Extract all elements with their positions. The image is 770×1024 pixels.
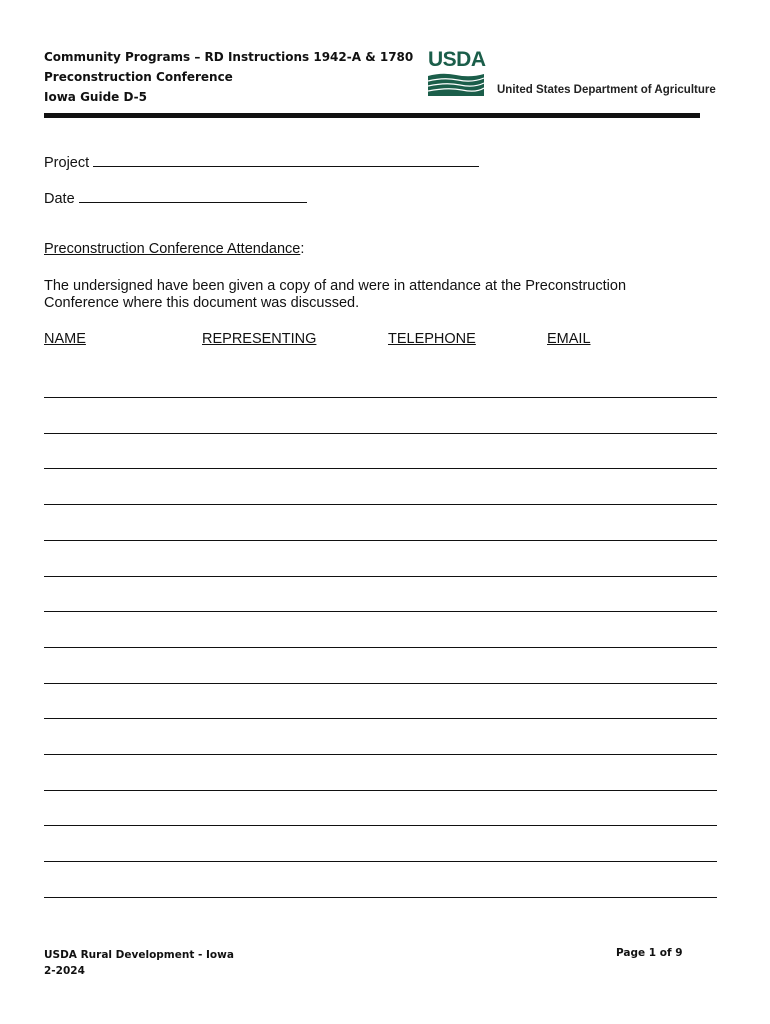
date-label: Date bbox=[44, 191, 75, 207]
usda-logo-waves-icon bbox=[428, 72, 484, 96]
header-subtitle: Preconstruction Conference bbox=[44, 70, 233, 84]
signature-row-line[interactable] bbox=[44, 397, 717, 398]
signature-row-line[interactable] bbox=[44, 433, 717, 434]
signature-row-line[interactable] bbox=[44, 683, 717, 684]
attendance-title-colon: : bbox=[300, 241, 305, 257]
signature-row-line[interactable] bbox=[44, 861, 717, 862]
footer-left bbox=[44, 947, 234, 979]
signature-row-line[interactable] bbox=[44, 540, 717, 541]
project-label: Project bbox=[44, 155, 90, 171]
signature-row-line[interactable] bbox=[44, 611, 717, 612]
column-header-email: EMAIL bbox=[547, 331, 591, 347]
column-header-representing: REPRESENTING bbox=[202, 331, 317, 347]
project-input-line[interactable] bbox=[93, 152, 479, 167]
signature-row-line[interactable] bbox=[44, 790, 717, 791]
signature-row-line[interactable] bbox=[44, 504, 717, 505]
signature-row-line[interactable] bbox=[44, 754, 717, 755]
attendance-statement: The undersigned have been given a copy of and were in attendance at the Preconstruction Conference where this document was discussed. bbox=[44, 278, 627, 311]
agency-name: United States Department of Agriculture bbox=[497, 84, 716, 96]
header-guide: Iowa Guide D-5 bbox=[44, 90, 147, 104]
column-header-telephone: TELEPHONE bbox=[388, 331, 476, 347]
signature-row-line[interactable] bbox=[44, 825, 717, 826]
signature-row-line[interactable] bbox=[44, 897, 717, 898]
column-header-name: NAME bbox=[44, 331, 86, 347]
date-field bbox=[44, 188, 307, 207]
page-number: Page 1 of 9 bbox=[616, 947, 683, 959]
signature-row-line[interactable] bbox=[44, 576, 717, 577]
date-input-line[interactable] bbox=[79, 188, 307, 203]
footer-org: USDA Rural Development - Iowa bbox=[44, 949, 234, 961]
project-field bbox=[44, 152, 479, 171]
signature-row-line[interactable] bbox=[44, 468, 717, 469]
document-header bbox=[44, 47, 413, 107]
signature-row-line[interactable] bbox=[44, 647, 717, 648]
footer-date: 2-2024 bbox=[44, 965, 85, 977]
usda-logo-text: USDA bbox=[428, 48, 486, 71]
usda-logo bbox=[428, 48, 486, 96]
attendance-heading bbox=[44, 241, 304, 257]
header-divider bbox=[44, 113, 700, 118]
attendance-title: Preconstruction Conference Attendance bbox=[44, 241, 301, 257]
signature-row-line[interactable] bbox=[44, 718, 717, 719]
header-title: Community Programs – RD Instructions 1942-A & 1780 bbox=[44, 50, 414, 64]
